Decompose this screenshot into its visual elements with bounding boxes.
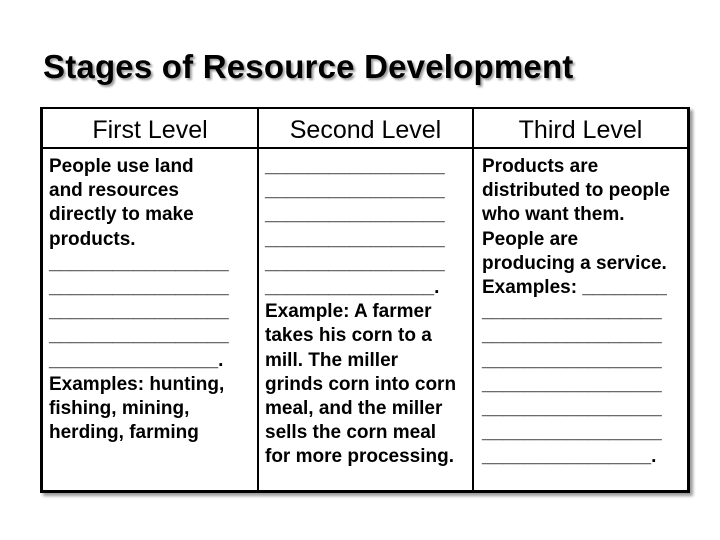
text-line: _________________ bbox=[49, 325, 229, 347]
text-line: People are bbox=[482, 228, 579, 250]
text-line: _________________ bbox=[49, 276, 229, 298]
column-first-level bbox=[43, 109, 259, 490]
text-line: ________________. bbox=[265, 276, 440, 298]
column-header-second-level: Second Level bbox=[259, 109, 472, 149]
column-body-first-level bbox=[43, 149, 257, 445]
text-line: _________________ bbox=[482, 373, 662, 395]
text-line: Example: A farmer bbox=[265, 301, 432, 323]
text-line: distributed to people bbox=[482, 180, 670, 202]
slide-title: Stages of Resource Development bbox=[43, 48, 574, 85]
text-line: ________________. bbox=[49, 349, 224, 371]
text-line: _________________ bbox=[265, 252, 445, 274]
text-line: _________________ bbox=[482, 422, 662, 444]
column-second-level bbox=[259, 109, 474, 490]
text-line: _________________ bbox=[265, 156, 445, 177]
text-line: takes his corn to a bbox=[265, 325, 432, 347]
text-line: directly to make bbox=[49, 204, 194, 226]
text-line: _________________ bbox=[482, 301, 662, 323]
column-body-second-level bbox=[259, 149, 472, 469]
column-header-first-level: First Level bbox=[43, 109, 257, 149]
stages-table bbox=[40, 107, 690, 493]
text-line: meal, and the miller bbox=[265, 397, 443, 419]
text-line: and resources bbox=[49, 180, 179, 202]
text-line: Examples: ________ bbox=[482, 276, 667, 298]
text-line: grinds corn into corn bbox=[265, 373, 457, 395]
column-third-level bbox=[474, 109, 687, 490]
text-line: _________________ bbox=[49, 252, 229, 274]
text-line: herding, farming bbox=[49, 422, 199, 444]
text-line: sells the corn meal bbox=[265, 422, 437, 444]
text-line: who want them. bbox=[482, 204, 625, 226]
text-line: ________________. bbox=[482, 446, 657, 468]
text-line: _________________ bbox=[49, 301, 229, 323]
text-line: _________________ bbox=[482, 397, 662, 419]
column-header-third-level: Third Level bbox=[474, 109, 687, 149]
text-line: for more processing. bbox=[265, 446, 454, 468]
text-line: Products are bbox=[482, 156, 599, 177]
text-line: mill. The miller bbox=[265, 349, 399, 371]
column-body-third-level bbox=[474, 149, 687, 469]
text-line: producing a service. bbox=[482, 252, 667, 274]
text-line: People use land bbox=[49, 156, 194, 177]
text-line: _________________ bbox=[265, 228, 445, 250]
text-line: products. bbox=[49, 228, 136, 250]
text-line: _________________ bbox=[265, 180, 445, 202]
text-line: _________________ bbox=[482, 325, 662, 347]
text-line: _________________ bbox=[265, 204, 445, 226]
text-line: _________________ bbox=[482, 349, 662, 371]
text-line: Examples: hunting, bbox=[49, 373, 225, 395]
text-line: fishing, mining, bbox=[49, 397, 190, 419]
